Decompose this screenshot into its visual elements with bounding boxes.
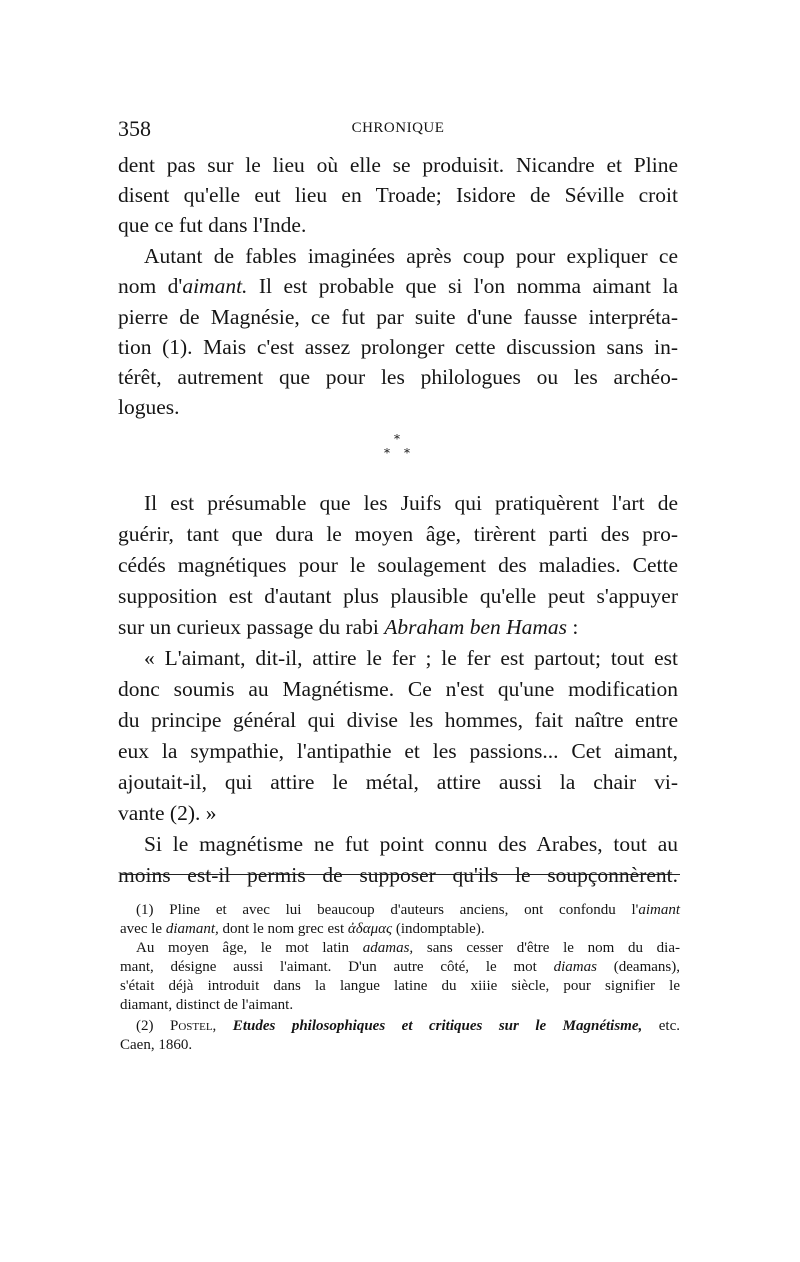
body-line: sur un curieux passage du rabi Abraham ben Hamas : [118,615,579,639]
footnote-line: Caen, 1860. [120,1037,193,1053]
asterisk-icon: * [404,446,410,460]
body-line: Si le magnétisme ne fut point connu des Arabes, tout au [144,832,678,856]
body-line: guérir, tant que dura le moyen âge, tirèrent parti des pro- [118,522,678,546]
body-line: « L'aimant, dit-il, attire le fer ; le fer est partout; tout est [144,646,678,670]
body-line: pierre de Magnésie, ce fut par suite d'une fausse interpréta- [118,305,678,329]
body-line: que ce fut dans l'Inde. [118,213,307,237]
body-line: Autant de fables imaginées après coup pour expliquer ce [144,244,678,268]
body-line: dent pas sur le lieu où elle se produisit. Nicandre et Pline [118,153,678,177]
body-line: nom d'aimant. Il est probable que si l'on nomma aimant la [118,274,678,298]
body-line: Il est présumable que les Juifs qui pratiquèrent l'art de [144,491,678,515]
footnote-line: diamant, distinct de l'aimant. [120,997,294,1013]
page-number: 358 [118,116,151,141]
asterisk-icon: * [394,432,400,446]
footnote-line: s'était déjà introduit dans la langue latine du xiiie siècle, pour signifier le [120,978,680,994]
body-line: ajoutait-il, qui attire le métal, attire aussi la chair vi- [118,770,678,794]
body-line: du principe général qui divise les hommes, fait naître entre [118,708,678,732]
running-head [118,116,678,140]
body-line: moins est-il permis de supposer qu'ils le soupçonnèrent. [118,863,678,887]
body-line: cédés magnétiques pour le soulagement des maladies. Cette [118,553,678,577]
running-title: CHRONIQUE [351,120,445,136]
body-line: donc soumis au Magnétisme. Ce n'est qu'une modification [118,677,678,701]
footnote-line: mant, désigne aussi l'aimant. D'un autre côté, le mot diamas (deamans), [120,959,680,975]
body-line: disent qu'elle eut lieu en Troade; Isidore de Séville croit [118,183,678,207]
body-line: logues. [118,395,180,419]
footnote-rule [120,874,680,875]
footnote-line: (2) Postel, Etudes philosophiques et critiques sur le Magnétisme, etc. [136,1018,680,1034]
body-line: eux la sympathie, l'antipathie et les passions... Cet aimant, [118,739,678,763]
footnote-line: (1) Pline et avec lui beaucoup d'auteurs anciens, ont confondu l'aimant [136,902,680,918]
body-line: vante (2). » [118,801,217,825]
italic-word: aimant. [182,274,248,298]
body-line: térêt, autrement que pour les philologues ou les archéo- [118,365,678,389]
body-line: supposition est d'autant plus plausible qu'elle peut s'appuyer [118,584,678,608]
footnote-line: avec le diamant, dont le nom grec est ἀδαμας (indomptable). [120,921,485,937]
asterisk-icon: * [384,446,390,460]
italic-name: Abraham ben Hamas [384,615,568,639]
body-line: tion (1). Mais c'est assez prolonger cette discussion sans in- [118,335,678,359]
footnote-line: Au moyen âge, le mot latin adamas, sans cesser d'être le nom du dia- [136,940,680,956]
asterism [370,432,430,466]
